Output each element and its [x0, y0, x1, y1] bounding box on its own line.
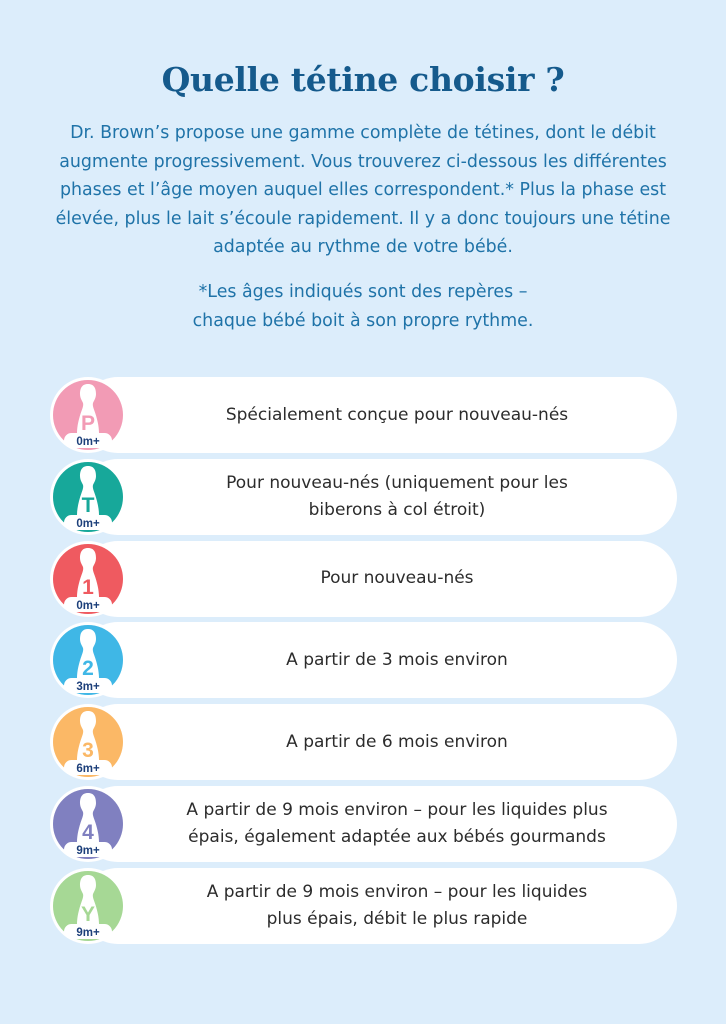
nipple-badge [49, 458, 127, 536]
phase-letter: T [81, 493, 95, 517]
page-title: Quelle tétine choisir ? [161, 60, 565, 99]
phase-letter: 3 [82, 739, 94, 763]
age-label: 6m+ [76, 763, 100, 776]
nipple-icon [49, 621, 127, 699]
nipple-badge [49, 703, 127, 781]
description-line-1: Pour nouveau-nés [320, 568, 474, 589]
nipple-icon [49, 540, 127, 618]
nipple-icon [49, 376, 127, 454]
nipple-description [137, 786, 657, 862]
age-note-line-2: chaque bébé boit à son propre rythme. [192, 310, 534, 331]
nipple-icon [49, 867, 127, 945]
nipple-description [137, 377, 657, 453]
description-line-1: A partir de 6 mois environ [286, 731, 508, 752]
phase-letter: P [80, 412, 96, 435]
age-note-line-1: *Les âges indiqués sont des repères – [198, 282, 528, 302]
nipple-icon [49, 785, 127, 863]
description-line-2: épais, également adaptée aux bébés gourmands [188, 827, 606, 847]
nipple-row [49, 867, 677, 945]
description-line-1: Pour nouveau-nés (uniquement pour les [226, 472, 568, 493]
nipple-description [137, 868, 657, 944]
age-label: 9m+ [76, 845, 100, 857]
age-label: 9m+ [76, 926, 100, 939]
description-line-2: biberons à col étroit) [308, 499, 486, 520]
nipple-icon [49, 703, 127, 781]
nipple-row [49, 703, 677, 781]
description-line-1: A partir de 9 mois environ – pour les liquides plus [186, 800, 608, 820]
nipple-badge [49, 621, 127, 699]
phase-letter: 1 [82, 575, 94, 599]
phase-letter: 4 [82, 821, 94, 844]
nipple-badge [49, 376, 127, 454]
description-line-1: A partir de 3 mois environ [286, 649, 508, 670]
nipple-description [137, 459, 657, 535]
age-label: 0m+ [76, 436, 100, 448]
nipple-row [49, 785, 677, 863]
nipple-description [137, 622, 657, 698]
nipple-badge [49, 540, 127, 618]
nipple-row [49, 376, 677, 454]
nipple-badge [49, 867, 127, 945]
age-label: 3m+ [76, 681, 100, 694]
age-label: 0m+ [76, 599, 100, 612]
nipple-badge [49, 785, 127, 863]
phase-letter: 2 [82, 657, 94, 681]
age-label: 0m+ [76, 517, 100, 530]
nipple-icon [49, 458, 127, 536]
nipple-description [137, 541, 657, 617]
nipple-description [137, 704, 657, 780]
nipple-row [49, 621, 677, 699]
intro-paragraph: Dr. Brown’s propose une gamme complète de tétines, dont le débit augmente progressivement. Vous trouverez ci-dessous les différentes phases et l’âge moyen auquel elles correspondent.* Plus la phase est élevée, plus le lait s’écoule rapidement. Il y a donc toujours une tétine adaptée au rythme de votre bébé. [55, 123, 671, 257]
nipple-row [49, 458, 677, 536]
description-line-2: plus épais, débit le plus rapide [266, 908, 528, 929]
phase-letter: Y [80, 902, 96, 926]
nipple-row [49, 540, 677, 618]
description-line-1: A partir de 9 mois environ – pour les liquides [206, 881, 588, 902]
age-note [30, 278, 696, 335]
description-line-1: Spécialement conçue pour nouveau-nés [225, 404, 569, 425]
